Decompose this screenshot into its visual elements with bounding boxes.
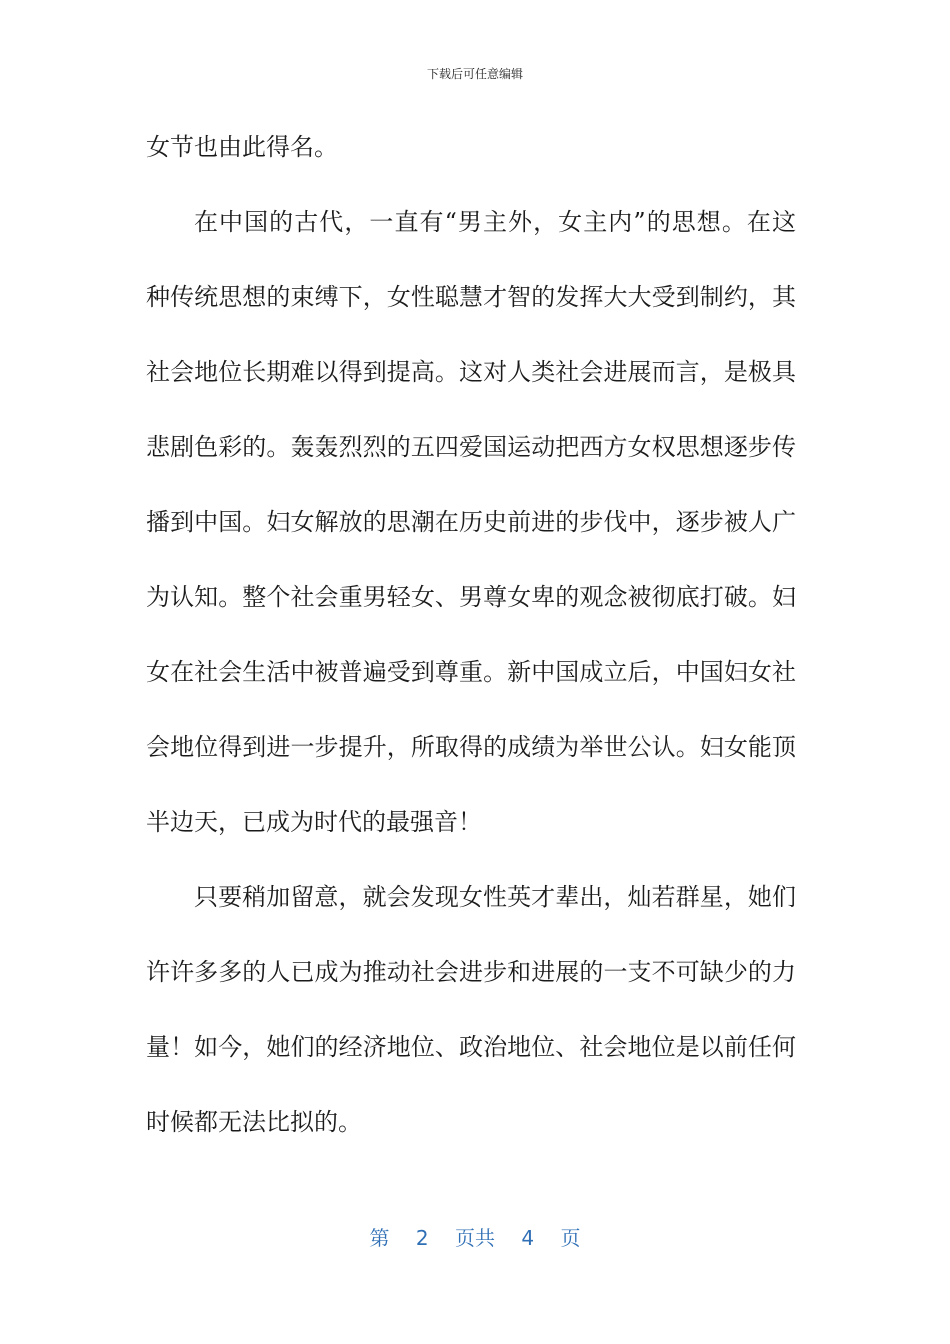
paragraph-line: 在中国的古代，一直有“男主外，女主内”的思想。在这	[194, 208, 796, 236]
paragraph-line: 量！如今，她们的经济地位、政治地位、社会地位是以前任何	[146, 1033, 796, 1061]
paragraph-line: 种传统思想的束缚下，女性聪慧才智的发挥大大受到制约，其	[146, 283, 796, 311]
paragraph-line: 女节也由此得名。	[146, 133, 338, 161]
paragraph-line: 为认知。整个社会重男轻女、男尊女卑的观念被彻底打破。妇	[146, 583, 796, 611]
paragraph-line: 时候都无法比拟的。	[146, 1108, 362, 1136]
page-label-pre: 第	[369, 1226, 390, 1250]
paragraph-line: 女在社会生活中被普遍受到尊重。新中国成立后，中国妇女社	[146, 658, 796, 686]
paragraph-line: 悲剧色彩的。轰轰烈烈的五四爱国运动把西方女权思想逐步传	[146, 433, 796, 461]
page-label-mid: 页共	[455, 1226, 495, 1250]
page-total-number: 4	[521, 1226, 535, 1250]
paragraph-line: 播到中国。妇女解放的思潮在历史前进的步伐中，逐步被人广	[146, 508, 796, 536]
paragraph-line: 只要稍加留意，就会发现女性英才辈出，灿若群星，她们	[194, 883, 796, 911]
page-header: 下载后可任意编辑	[426, 67, 523, 81]
page-current-number: 2	[415, 1226, 429, 1250]
page-footer	[0, 1224, 950, 1252]
paragraph-line: 许许多多的人已成为推动社会进步和进展的一支不可缺少的力	[146, 958, 796, 986]
paragraph-line: 社会地位长期难以得到提高。这对人类社会进展而言，是极具	[146, 358, 796, 386]
page-label-post: 页	[560, 1226, 581, 1250]
paragraph-line: 半边天，已成为时代的最强音！	[146, 808, 482, 836]
paragraph-line: 会地位得到进一步提升，所取得的成绩为举世公认。妇女能顶	[146, 733, 796, 761]
